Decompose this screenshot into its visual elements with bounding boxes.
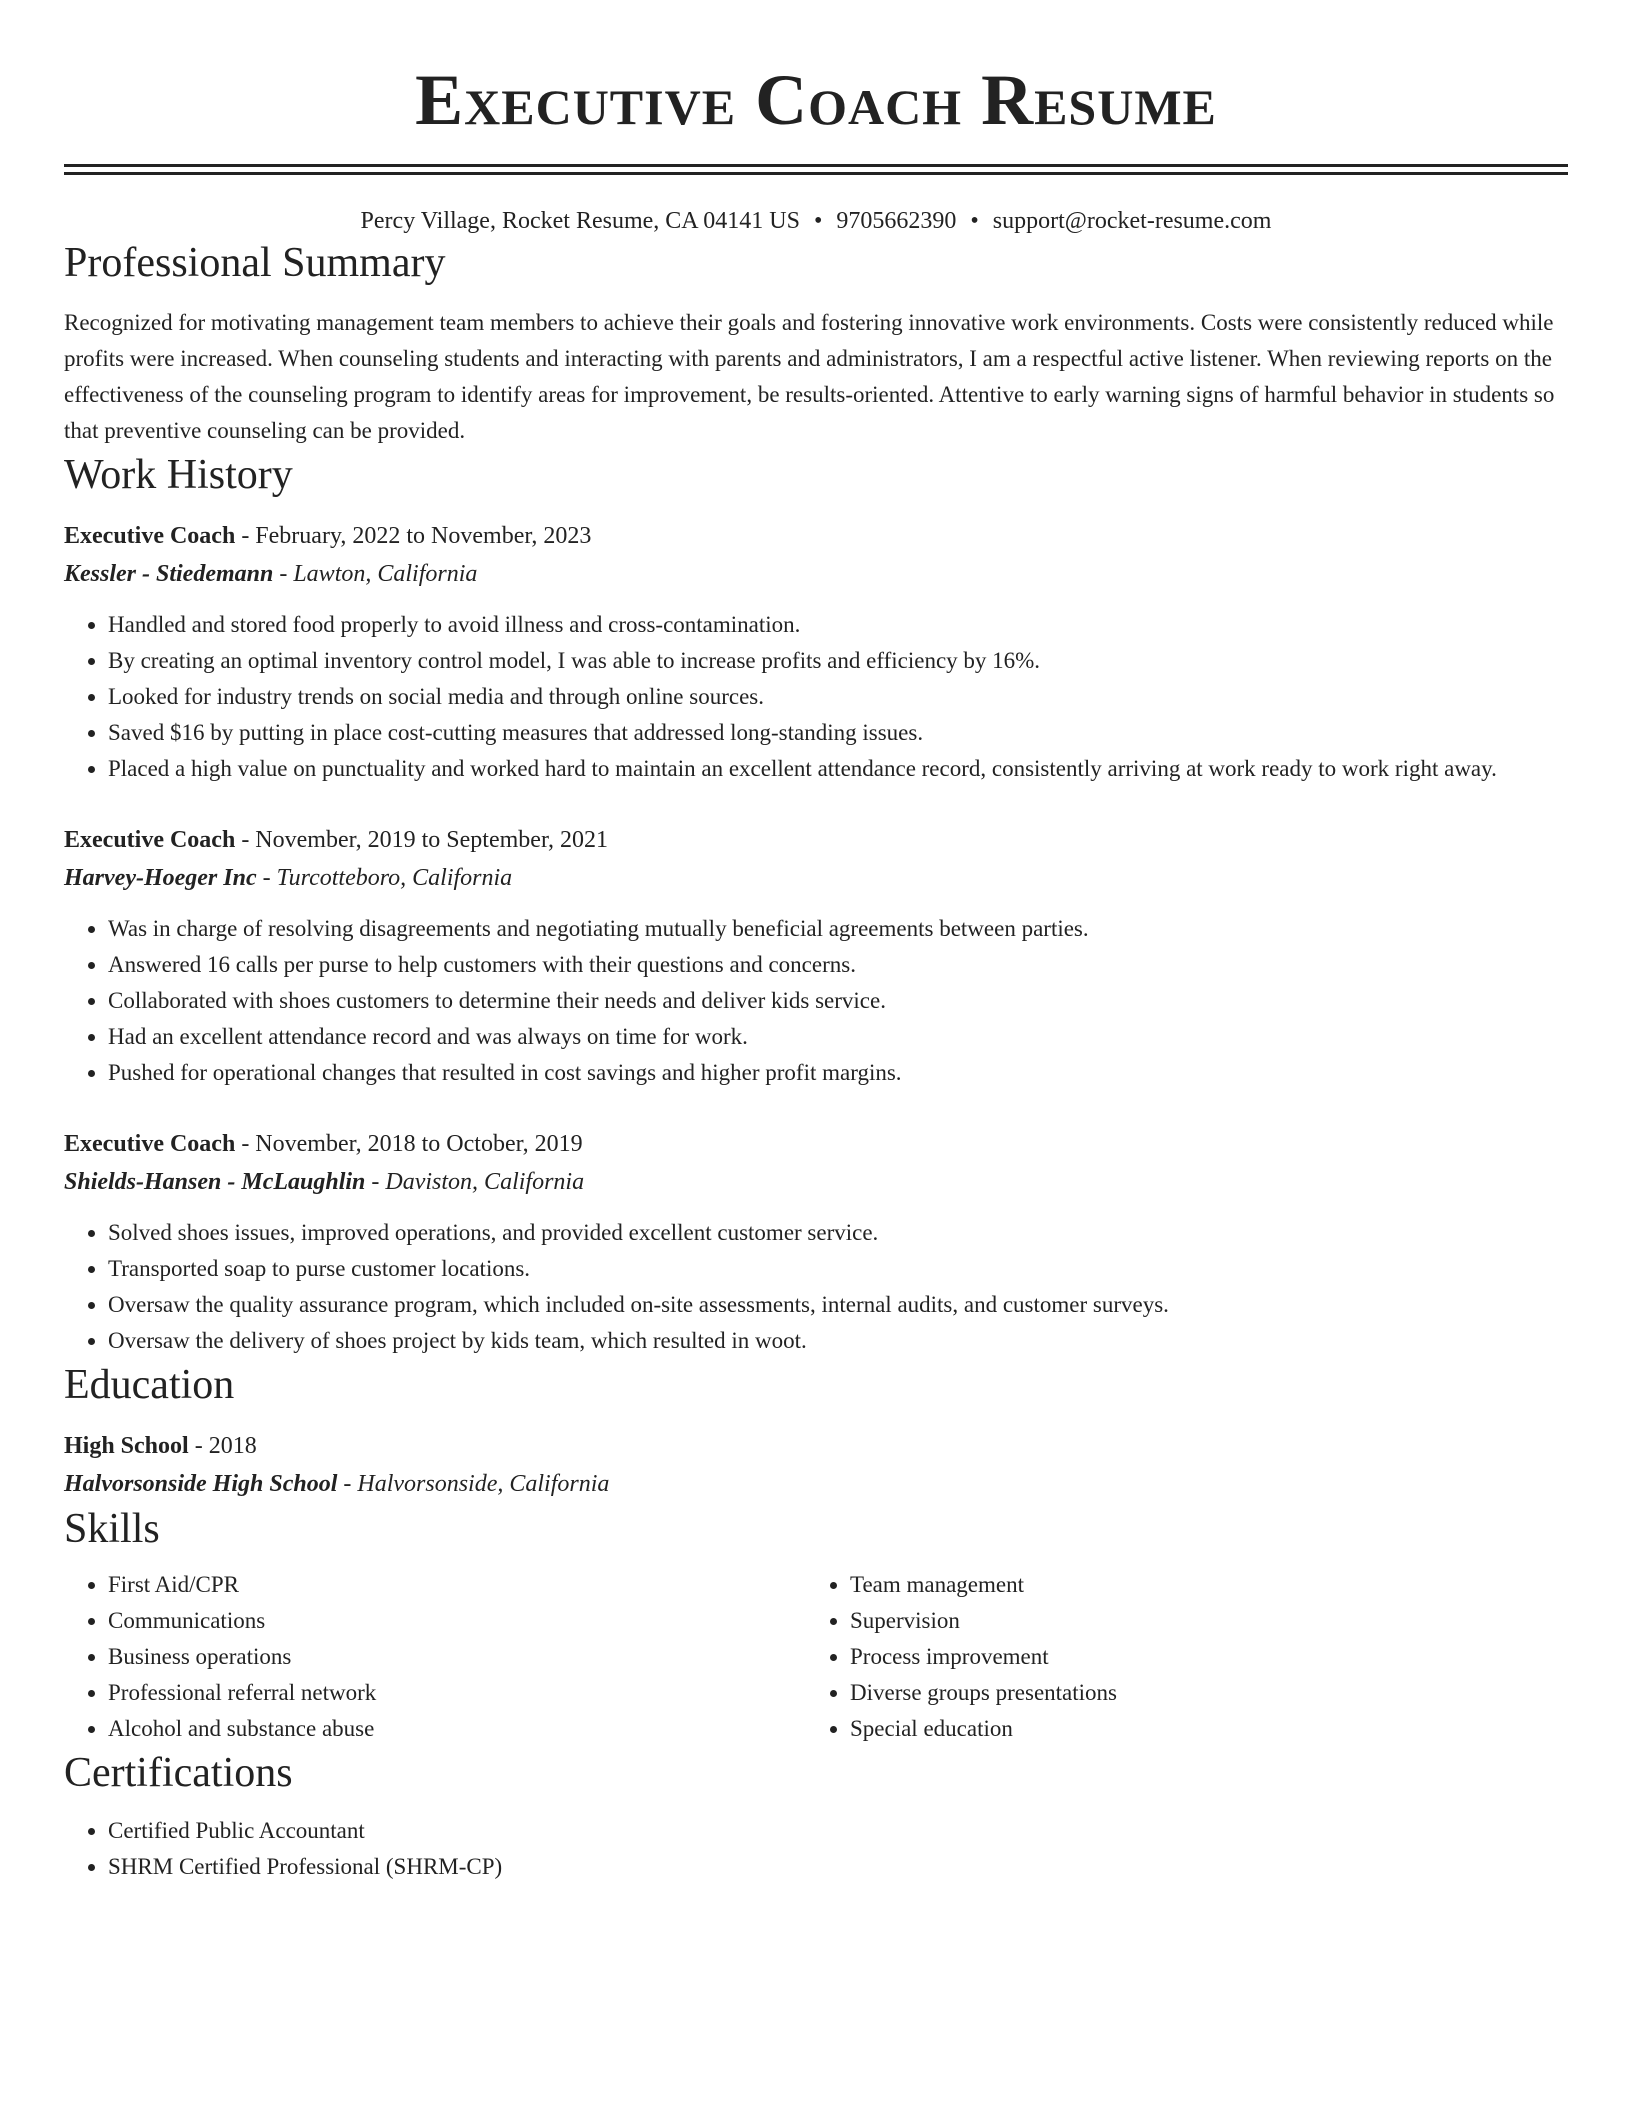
certifications-list: [64, 1813, 1568, 1885]
skill-item: • Supervision: [850, 1603, 1548, 1639]
job-bullet: • Was in charge of resolving disagreements and negotiating mutually beneficial agreements between parties.: [108, 911, 1568, 947]
job-bullet: • Oversaw the delivery of shoes project by kids team, which resulted in woot.: [108, 1323, 1568, 1359]
certification-item: • Certified Public Accountant: [108, 1813, 1568, 1849]
job-location: - Turcotteboro, California: [256, 865, 513, 891]
skill-item: • Communications: [108, 1603, 806, 1639]
job-title-line: [64, 821, 1568, 859]
job-bullet: • Placed a high value on punctuality and worked hard to maintain an excellent attendance record, consistently arriving at work ready to work right away.: [108, 751, 1568, 787]
job-bullet-list: [64, 1215, 1568, 1359]
job-bullet: • Pushed for operational changes that resulted in cost savings and higher profit margins.: [108, 1055, 1568, 1091]
job-company-line: [64, 555, 1568, 593]
skills-list-left: [64, 1567, 806, 1747]
job-bullet: • Oversaw the quality assurance program, which included on-site assessments, internal audits, and customer surveys.: [108, 1287, 1568, 1323]
skill-item: • Special education: [850, 1711, 1548, 1747]
education-degree-line: [64, 1427, 1568, 1465]
job-bullet-list: [64, 911, 1568, 1091]
job-company: Kessler - Stiedemann: [64, 561, 274, 587]
education-location: - Halvorsonside, California: [337, 1471, 610, 1497]
job-bullet: • Handled and stored food properly to avoid illness and cross-contamination.: [108, 607, 1568, 643]
job-company-line: [64, 859, 1568, 897]
job-title: Executive Coach: [64, 523, 236, 549]
resume-page: [64, 0, 1568, 1885]
skill-item: • First Aid/CPR: [108, 1567, 806, 1603]
contact-line: [64, 205, 1568, 237]
contact-separator: •: [813, 208, 823, 234]
education-degree: High School: [64, 1433, 189, 1459]
job-bullet: • Solved shoes issues, improved operations, and provided excellent customer service.: [108, 1215, 1568, 1251]
skill-item: • Business operations: [108, 1639, 806, 1675]
skill-item: • Team management: [850, 1567, 1548, 1603]
job-title: Executive Coach: [64, 1131, 236, 1157]
job-bullet: • Had an excellent attendance record and was always on time for work.: [108, 1019, 1568, 1055]
skills-heading: Skills: [64, 1506, 160, 1552]
summary-text: Recognized for motivating management team members to achieve their goals and fostering innovative work environments. Costs were consistently reduced while profits were increased. When counseling students and interacting with parents and administrators, I am a respectful active listener. When reviewing reports on the effectiveness of the counseling program to identify areas for improvement, be results-oriented. Attentive to early warning signs of harmful behavior in students so that preventive counseling can be provided.: [64, 310, 1555, 443]
job-bullet: • Transported soap to purse customer locations.: [108, 1251, 1568, 1287]
certifications-heading: Certifications: [64, 1750, 293, 1796]
job-bullet: • By creating an optimal inventory control model, I was able to increase profits and efficiency by 16%.: [108, 643, 1568, 679]
job-dates: - February, 2022 to November, 2023: [235, 523, 592, 549]
job-bullet: • Collaborated with shoes customers to determine their needs and deliver kids service.: [108, 983, 1568, 1019]
job-bullet: • Saved $16 by putting in place cost-cutting measures that addressed long-standing issues.: [108, 715, 1568, 751]
certification-item: • SHRM Certified Professional (SHRM-CP): [108, 1849, 1568, 1885]
skill-item: • Alcohol and substance abuse: [108, 1711, 806, 1747]
job-location: - Daviston, California: [365, 1169, 585, 1195]
education-school-line: [64, 1465, 1568, 1503]
education-school: Halvorsonside High School: [64, 1471, 338, 1497]
work-history-heading: Work History: [64, 452, 293, 498]
job-location: - Lawton, California: [273, 561, 478, 587]
contact-address: Percy Village, Rocket Resume, CA 04141 US: [360, 208, 800, 234]
contact-email: support@rocket-resume.com: [992, 208, 1272, 234]
skills-list-right: [806, 1567, 1548, 1747]
skills-grid: [64, 1567, 1568, 1747]
education-heading: Education: [64, 1362, 235, 1408]
title-double-rule: [64, 164, 1568, 175]
job-title-line: [64, 1125, 1568, 1163]
contact-separator: •: [970, 208, 979, 234]
education-year: - 2018: [188, 1433, 257, 1459]
skill-item: • Process improvement: [850, 1639, 1548, 1675]
summary-heading: Professional Summary: [64, 240, 446, 286]
skill-item: • Professional referral network: [108, 1675, 806, 1711]
job-dates: - November, 2019 to September, 2021: [235, 827, 608, 853]
job-dates: - November, 2018 to October, 2019: [235, 1131, 583, 1157]
job-entry: [64, 1125, 1568, 1359]
job-bullet: • Answered 16 calls per purse to help customers with their questions and concerns.: [108, 947, 1568, 983]
job-company-line: [64, 1163, 1568, 1201]
job-title: Executive Coach: [64, 827, 236, 853]
resume-title: Executive Coach Resume: [415, 60, 1217, 140]
job-entry: [64, 821, 1568, 1091]
job-company: Shields-Hansen - McLaughlin: [64, 1169, 366, 1195]
job-entry: [64, 517, 1568, 787]
job-title-line: [64, 517, 1568, 555]
skill-item: • Diverse groups presentations: [850, 1675, 1548, 1711]
job-bullet: • Looked for industry trends on social media and through online sources.: [108, 679, 1568, 715]
job-bullet-list: [64, 607, 1568, 787]
job-company: Harvey-Hoeger Inc: [64, 865, 257, 891]
education-entry: [64, 1427, 1568, 1503]
contact-phone: 9705662390: [836, 208, 957, 234]
